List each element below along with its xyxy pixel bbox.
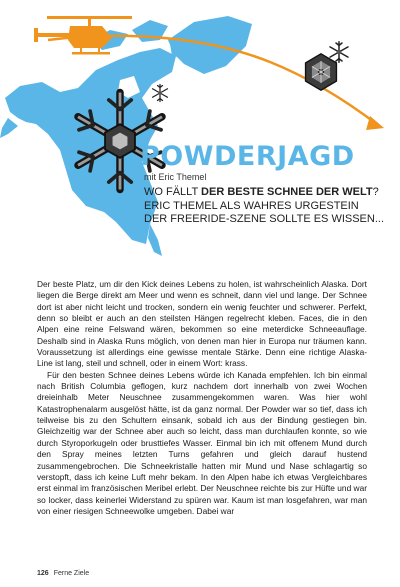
lead-emphasis: DER BESTE SCHNEE DER WELT (201, 186, 373, 198)
article-title: POWDERJAGD (140, 141, 355, 172)
body-paragraph: Für den besten Schnee deines Lebens würde ich Kanada empfehlen. Ich bin einmal nach British Columbia geflogen, kurz nachdem dort innerhalb von zwei Wochen dreieinhalb Meter Neuschnee zusammengekommen waren. Was hier wohl Katastrophenalarm ausgelöst hätte, ist da ganz normal. Der Powder war so tief, dass ich teilweise bis zu den Schultern einsank, sobald ich aus der Bindung gestiegen bin. Gleichzeitig war der Schnee aber auch so leicht, dass man durchlaufen konnte, so wie durch Styroporkugeln oder brusttiefes Wasser. Einmal bin ich mit offenem Mund durch den Spray meines letzten Turns gefahren und gleich darauf hustend zusammengebrochen. Die Schneekristalle hatten mir Mund und Nase schlagartig so verstopft, dass ich keine Luft mehr bekam. In den Alpen habe ich etwas Vergleichbares erst einmal im französischen Meribel erlebt. Der Neuschnee reichte bis zur Hüfte und war so locker, dass keinerlei Widerstand zu spüren war. Kaum ist man losgefahren, war man von einer riesigen Schneewolke umgeben. Dabei war (37, 369, 367, 516)
page-footer (37, 570, 89, 577)
author-byline: mit Eric Themel (144, 172, 207, 182)
snowflake-icon (327, 40, 351, 64)
lead-text: WO FÄLLT (144, 186, 202, 198)
article-body (37, 279, 367, 517)
snowflake-icon (150, 83, 170, 103)
lead-paragraph (144, 186, 384, 227)
page-number: 126 (37, 570, 49, 577)
lead-text-continued: ? ERIC THEMEL ALS WAHRES URGESTEIN DER FREERIDE-SZENE SOLLTE ES WISSEN... (144, 186, 385, 225)
body-paragraph: Der beste Platz, um dir den Kick deines Lebens zu holen, ist wahrscheinlich Alaska. Dort liegen die Berge direkt am Meer und wenn es schneit, dann viel und lange. Der Schnee dort ist aber nicht leicht und trocken, sondern ein wenig feuchter und schwerer. Perfekt, denn so bleibt er auch an den steilsten Hängen regelrecht kleben. Faces, die in den Alpen eine reine Felswand wären, bekommen so eine meterdicke Schneeauflage. Deshalb sind in Alaska Runs möglich, von denen man hier in Europa nur träumen kann. Voraussetzung ist allerdings eine gewisse mentale Stärke. Denn eine richtige Alaska-Line ist lang, steil und schnell, oder in einem Wort: krass. (37, 279, 367, 369)
helicopter-icon (32, 6, 142, 66)
section-name: Ferne Ziele (53, 570, 90, 577)
